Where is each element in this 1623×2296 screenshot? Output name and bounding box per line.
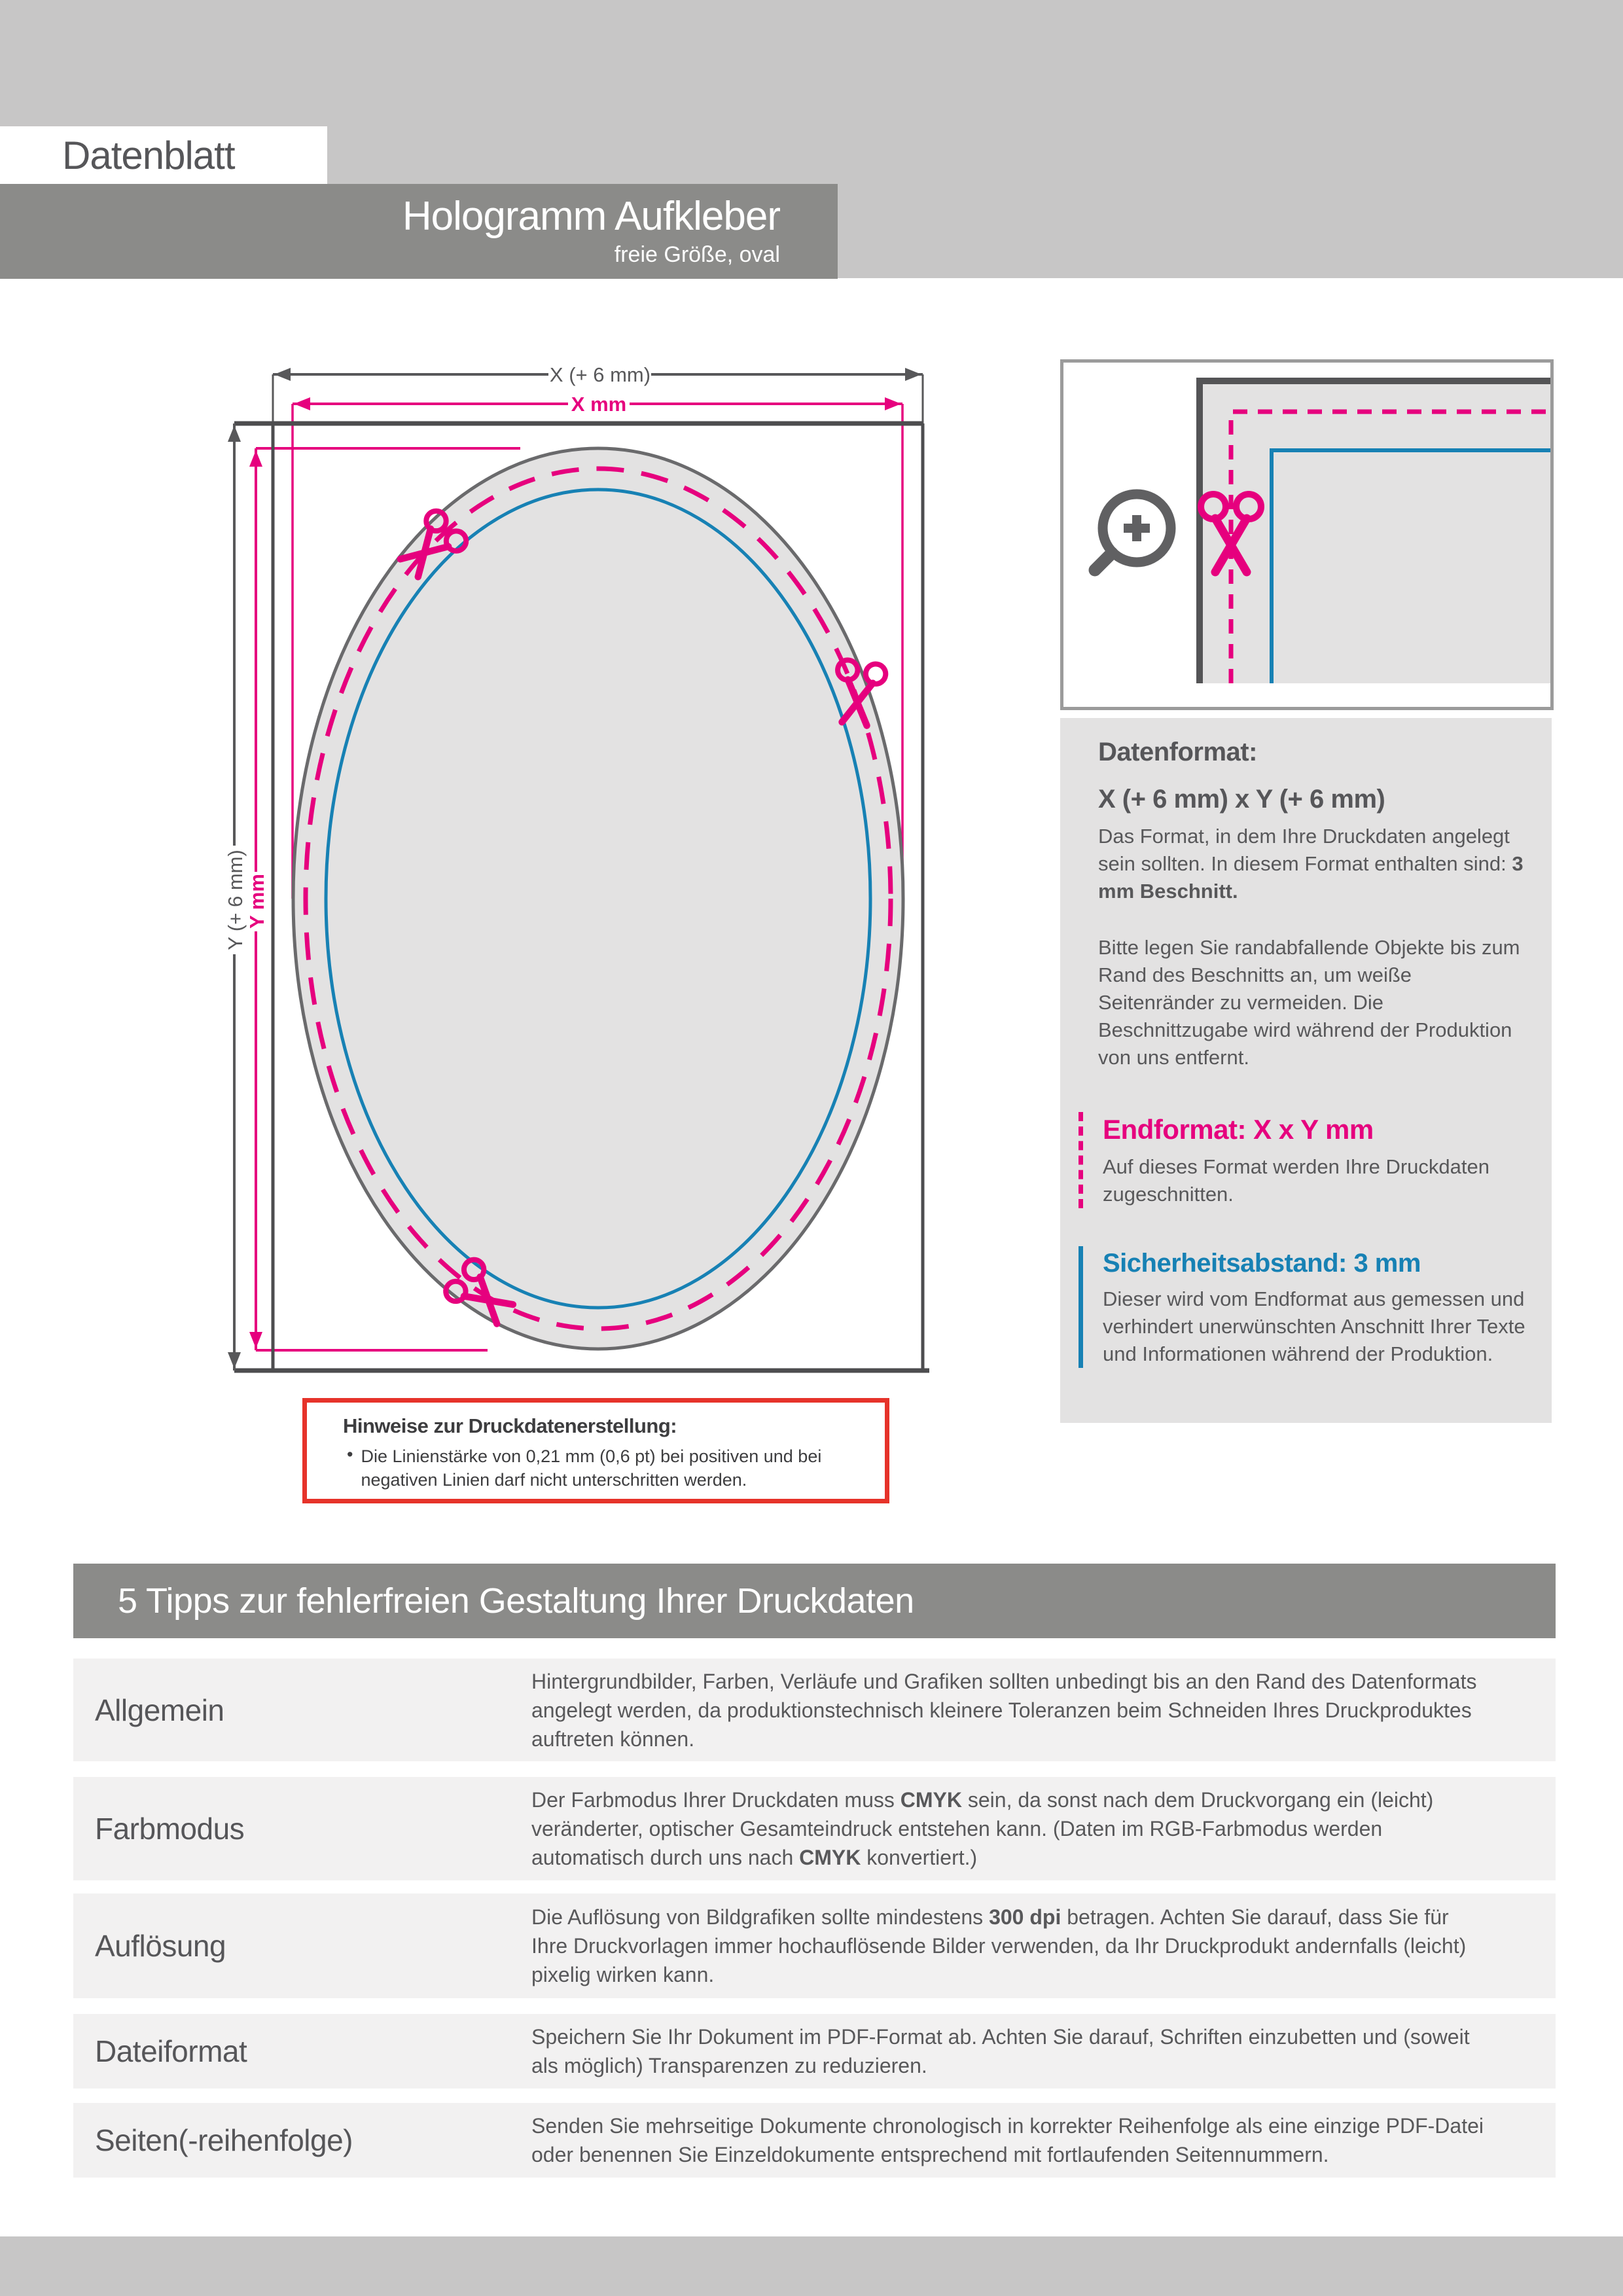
footer-band [0,2236,1623,2296]
safety-body: Dieser wird vom Endformat aus gemessen und verhindert unerwünschten Anschnitt Ihrer Texte und Informationen während der Produktion. [1103,1287,1525,1365]
tip-row-farbmodus [73,1777,1556,1880]
hinweis-bullet-text: Die Linienstärke von 0,21 mm (0,6 pt) bei positiven und bei negativen Linien darf nicht unterschritten werden. [361,1446,822,1490]
datenformat-body: Das Format, in dem Ihre Druckdaten angelegt sein sollten. In diesem Format enthalten sind: 3 mm Beschnitt. [1098,825,1524,903]
arrow-down-icon [249,1332,262,1348]
safety-section [1079,1246,1525,1368]
doc-type-box [0,126,327,184]
hinweis-box [302,1398,889,1503]
endformat-body: Auf dieses Format werden Ihre Druckdaten zugeschnitten. [1103,1155,1489,1206]
title-bar [0,184,838,279]
tip-text: Die Auflösung von Bildgrafiken sollte mindestens 300 dpi betragen. Achten Sie darauf, dass Sie für Ihre Druckvorlagen immer hochauflösende Bilder verwenden, da Ihr Druckprodukt andernfalls (leicht) pixelig wirken kann. [531,1905,1467,1986]
datenformat-body2: Bitte legen Sie randabfallende Objekte bis zum Rand des Beschnitts an, um weiße Seitenränder zu vermeiden. Die Beschnittzugabe wird während der Produktion von uns entfernt. [1098,936,1520,1069]
tip-row-allgemein [73,1659,1556,1761]
detail-inset-box [1060,359,1554,710]
arrow-left-icon [274,368,291,381]
tip-text: Der Farbmodus Ihrer Druckdaten muss CMYK sein, da sonst nach dem Druckvorgang ein (leicht) veränderter, optischer Gesamteindruck entstehen kann. (Daten im RGB-Farbmodus werden automatisch durch uns nach CMYK konvertiert.) [531,1788,1434,1869]
zoom-icon [1095,494,1171,570]
detail-inset-drawing [1063,363,1550,707]
arrow-down-icon [228,1352,241,1369]
tip-row-aufloesung [73,1893,1556,1998]
tip-label: Allgemein [95,1693,224,1727]
tip-label: Farbmodus [95,1812,245,1846]
datenformat-section [1079,735,1525,1071]
arrow-up-icon [249,450,262,467]
tips-header: 5 Tipps zur fehlerfreien Gestaltung Ihrer Druckdaten [118,1581,914,1621]
dimension-label-y-inner: Y mm [245,874,268,929]
info-panel [1060,718,1552,1423]
hinweis-bullet-line [343,1444,872,1492]
doc-type-label: Datenblatt [62,133,235,177]
tip-row-dateiformat [73,2014,1556,2089]
endformat-title: Endformat: X x Y mm [1103,1114,1374,1145]
tip-text: Speichern Sie Ihr Dokument im PDF-Format ab. Achten Sie darauf, Schriften einzubetten und (soweit als möglich) Transparenzen zu reduzieren. [531,2025,1470,2077]
format-diagram [209,353,969,1388]
bullet-icon: • [347,1444,353,1464]
tips-header-bar [73,1564,1556,1638]
tip-row-seitenreihenfolge [73,2103,1556,2178]
dimension-label-y-outer: Y (+ 6 mm) [224,850,247,950]
tip-label: Seiten(-reihenfolge) [95,2123,353,2157]
hinweis-title: Hinweise zur Druckdatenerstellung: [343,1414,677,1437]
arrow-right-icon [905,368,921,381]
page-title: Hologramm Aufkleber [402,194,780,240]
safety-title: Sicherheitsabstand: 3 mm [1103,1248,1421,1278]
arrow-left-icon [294,397,310,410]
tip-text: Hintergrundbilder, Farben, Verläufe und Grafiken sollten unbedingt bis an den Rand des Datenformats angelegt werden, da produktionstechnisch kleinere Toleranzen beim Schneiden Ihres Druckproduktes auftreten können. [531,1669,1477,1751]
tip-label: Dateiformat [95,2034,247,2068]
page-subtitle: freie Größe, oval [614,242,780,267]
dimension-label-x-outer: X (+ 6 mm) [549,363,651,386]
arrow-up-icon [228,425,241,442]
bleed-area [1200,381,1550,683]
arrow-right-icon [885,397,901,410]
dimension-label-x-inner: X mm [571,393,627,416]
endformat-section [1079,1112,1525,1208]
tip-text: Senden Sie mehrseitige Dokumente chronologisch in korrekter Reihenfolge als eine einzige PDF-Datei oder benennen Sie Einzeldokumente entsprechend mit fortlaufenden Seitennummern. [531,2114,1484,2166]
datenformat-formula: X (+ 6 mm) x Y (+ 6 mm) [1098,785,1385,814]
datenformat-title: Datenformat: [1098,738,1257,766]
bleed-ellipse [293,448,903,1349]
tip-label: Auflösung [95,1929,226,1963]
